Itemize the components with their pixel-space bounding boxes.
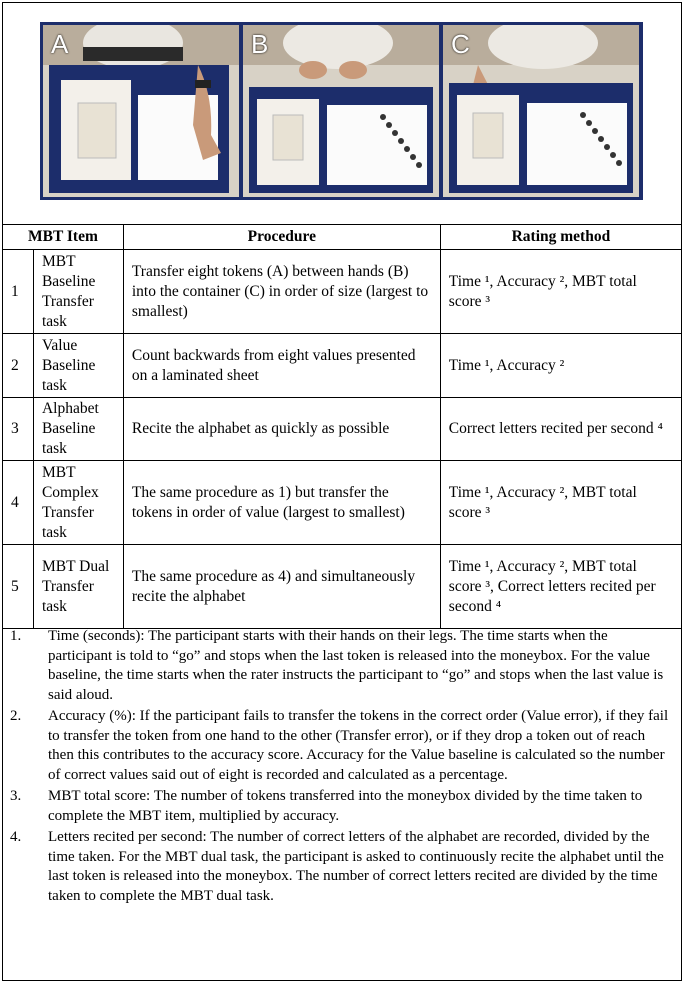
row-item: Alphabet Baseline task xyxy=(33,398,123,461)
row-number: 5 xyxy=(3,545,34,629)
header-mbt-item: MBT Item xyxy=(3,225,124,250)
footnotes xyxy=(10,627,674,908)
photo-label: A xyxy=(51,29,69,59)
row-number: 4 xyxy=(3,461,34,545)
photo-illustration-c xyxy=(443,25,639,197)
footnote xyxy=(10,828,674,906)
row-number: 3 xyxy=(3,398,34,461)
photo-strip xyxy=(40,22,643,200)
row-procedure: Count backwards from eight values presented on a laminated sheet xyxy=(123,334,440,398)
table-row xyxy=(3,398,682,461)
row-item: MBT Complex Transfer task xyxy=(33,461,123,545)
table-header-row xyxy=(3,225,682,250)
footnote xyxy=(10,627,674,705)
header-procedure: Procedure xyxy=(123,225,440,250)
row-rating: Time ¹, Accuracy ², MBT total score ³ xyxy=(440,461,681,545)
row-item: Value Baseline task xyxy=(33,334,123,398)
footnote-text: Time (seconds): The participant starts with their hands on their legs. The time starts when the participant is told to “go” and stops when the last token is released into the moneybox. For the value baseline, the time starts when the rater instructs the participant to “go” and stops when the last value is said aloud. xyxy=(48,628,664,703)
footnote xyxy=(10,707,674,785)
row-procedure: Transfer eight tokens (A) between hands (B) into the container (C) in order of size (largest to smallest) xyxy=(123,250,440,334)
photo-label: C xyxy=(451,29,470,59)
row-rating: Time ¹, Accuracy ² xyxy=(440,334,681,398)
row-item: MBT Baseline Transfer task xyxy=(33,250,123,334)
row-procedure: Recite the alphabet as quickly as possible xyxy=(123,398,440,461)
table-row xyxy=(3,461,682,545)
footnote-number: 4. xyxy=(10,829,22,845)
photo-panel-b xyxy=(243,25,439,197)
footnote xyxy=(10,787,674,826)
photo-panel-a xyxy=(43,25,239,197)
row-number: 2 xyxy=(3,334,34,398)
table-row xyxy=(3,250,682,334)
footnote-number: 3. xyxy=(10,788,22,804)
photo-label: B xyxy=(251,29,269,59)
photo-panel-c xyxy=(443,25,639,197)
row-item: MBT Dual Transfer task xyxy=(33,545,123,629)
footnote-number: 1. xyxy=(10,628,22,644)
photo-illustration-b xyxy=(243,25,439,197)
footnote-text: Accuracy (%): If the participant fails to transfer the tokens in the correct order (Value error), if they fail to transfer the token from one hand to the other (Transfer error), or if they drop a token out of reach then this contributes to the accuracy score. Accuracy for the Value baseline is calculated so the number of correct values said out of eight is recorded and calculated as a percentage. xyxy=(48,708,669,783)
table-row xyxy=(3,545,682,629)
footnote-number: 2. xyxy=(10,708,22,724)
mbt-items-table xyxy=(2,224,682,629)
footnote-text: Letters recited per second: The number of correct letters of the alphabet are recorded, divided by the time taken. For the MBT dual task, the participant is asked to continuously recite the alphabet until the last token is released into the moneybox. The number of correct letters recited are divided by the time taken to complete the MBT dual task. xyxy=(48,829,664,904)
row-number: 1 xyxy=(3,250,34,334)
header-rating-method: Rating method xyxy=(440,225,681,250)
row-rating: Time ¹, Accuracy ², MBT total score ³, Correct letters recited per second ⁴ xyxy=(440,545,681,629)
table-row xyxy=(3,334,682,398)
row-procedure: The same procedure as 1) but transfer the tokens in order of value (largest to smallest) xyxy=(123,461,440,545)
photo-illustration-a xyxy=(43,25,239,197)
row-procedure: The same procedure as 4) and simultaneously recite the alphabet xyxy=(123,545,440,629)
footnote-text: MBT total score: The number of tokens transferred into the moneybox divided by the time taken to complete the MBT item, multiplied by accuracy. xyxy=(48,788,643,824)
row-rating: Time ¹, Accuracy ², MBT total score ³ xyxy=(440,250,681,334)
row-rating: Correct letters recited per second ⁴ xyxy=(440,398,681,461)
